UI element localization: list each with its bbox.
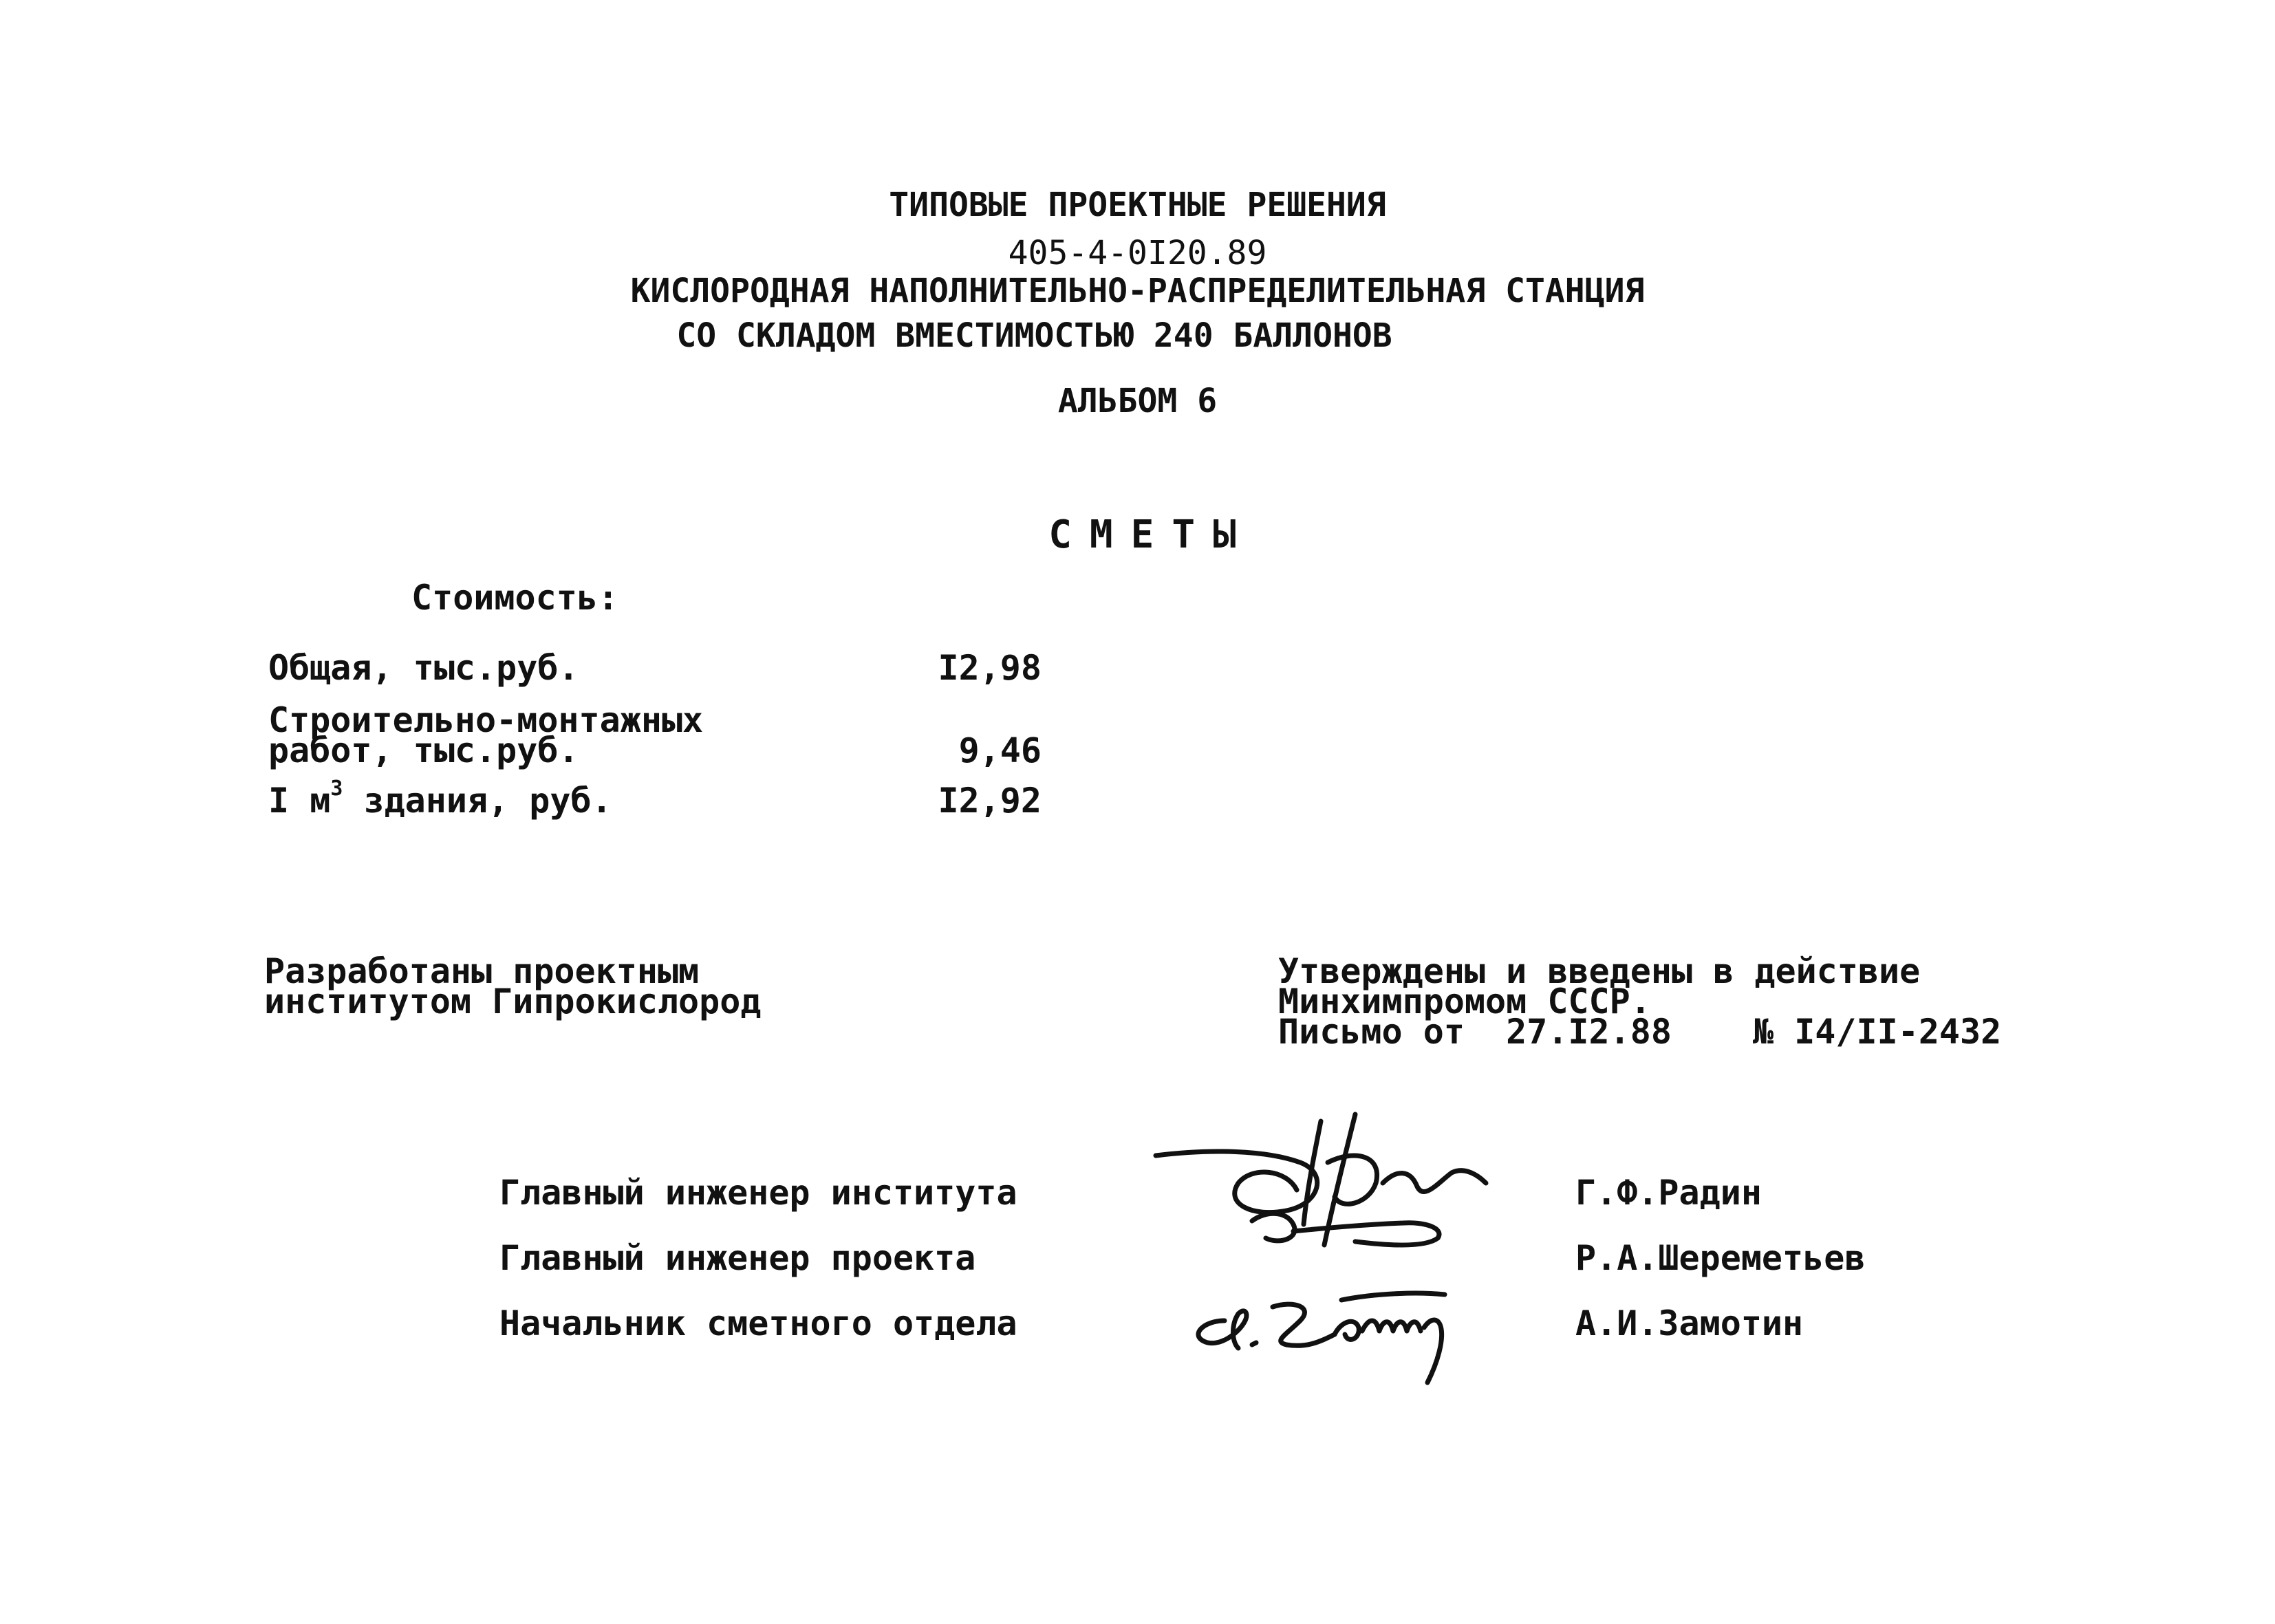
handwritten-signature-radin [1149, 1107, 1520, 1273]
cost-per-m3-value: I2,92 [938, 781, 1042, 821]
section-title: СМЕТЫ [1048, 512, 1254, 557]
signatory-title-chief-engineer-institute: Главный инженер института [499, 1173, 1017, 1213]
approval-line-1: Утверждены и введены в действие [1278, 951, 1921, 991]
cost-per-m3-label-prefix: I м [268, 781, 331, 821]
cost-construction-label-line-2: работ, тыс.руб. [268, 730, 579, 770]
album-number: АЛЬБОМ 6 [1057, 382, 1218, 420]
document-series: ТИПОВЫЕ ПРОЕКТНЫЕ РЕШЕНИЯ [889, 186, 1386, 224]
approval-line-3: Письмо от 27.I2.88 [1278, 1012, 1672, 1052]
project-name-line-2: СО СКЛАДОМ ВМЕСТИМОСТЬЮ 240 БАЛЛОНОВ [676, 316, 1392, 355]
developer-line-1: Разработаны проектным [264, 951, 700, 991]
cost-total-value: I2,98 [938, 648, 1042, 688]
approval-block [1278, 951, 2002, 1052]
signatory-title-chief-engineer-project: Главный инженер проекта [499, 1238, 976, 1278]
cost-per-m3-label [268, 777, 612, 821]
signatory-name-radin: Г.Ф.Радин [1575, 1173, 1762, 1213]
signatory-name-sheremetyev: Р.А.Шереметьев [1575, 1238, 1866, 1278]
approval-letter-number: № I4/II-2432 [1753, 1012, 2002, 1052]
project-number: 405-4-0I20.89 [1008, 234, 1267, 272]
handwritten-signature-zamotin [1183, 1279, 1541, 1403]
developer-line-2: институтом Гипрокислород [264, 982, 762, 1021]
cost-construction-value: 9,46 [958, 730, 1042, 770]
cost-heading: Стоимость: [411, 578, 619, 618]
cost-total-label: Общая, тыс.руб. [268, 648, 579, 688]
cost-construction-label-line-1: Строительно-монтажных [268, 700, 704, 740]
signatory-title-head-estimate-dept: Начальник сметного отдела [499, 1303, 1017, 1343]
signatory-name-zamotin: А.И.Замотин [1575, 1303, 1804, 1343]
project-name-line-1: КИСЛОРОДНАЯ НАПОЛНИТЕЛЬНО-РАСПРЕДЕЛИТЕЛЬНАЯ СТАНЦИЯ [630, 272, 1645, 310]
approval-line-2: Минхимпромом СССР. [1278, 982, 1651, 1021]
cost-per-m3-superscript: 3 [330, 777, 343, 801]
developer-block [264, 951, 762, 1021]
cost-per-m3-label-suffix: здания, руб. [343, 781, 612, 821]
